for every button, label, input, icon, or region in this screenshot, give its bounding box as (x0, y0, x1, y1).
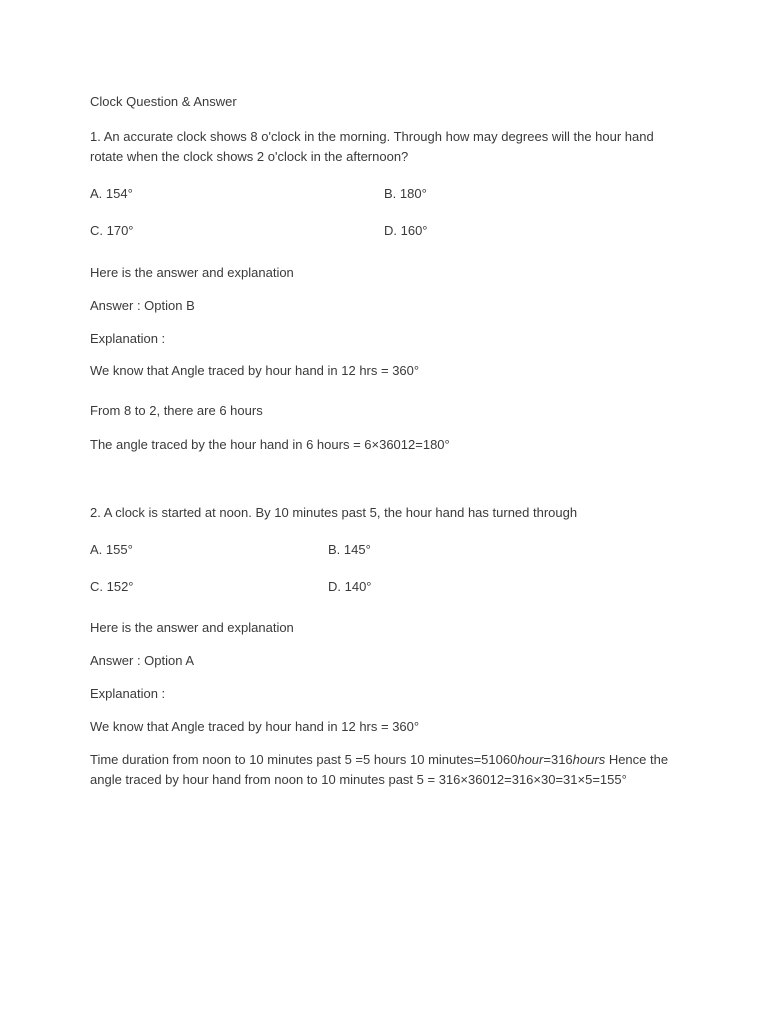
q1-explanation-label: Explanation : (90, 331, 166, 346)
q1-question-line2: rotate when the clock shows 2 o'clock in the afternoon? (90, 149, 409, 164)
q2-exp2-italic-hours: hours (572, 752, 606, 767)
q1-explanation-line3: The angle traced by the hour hand in 6 hours = 6×36012=180° (90, 437, 450, 452)
q2-explanation-line2 (90, 750, 668, 770)
q1-explanation-line2: From 8 to 2, there are 6 hours (90, 403, 263, 418)
q1-explanation-line1: We know that Angle traced by hour hand in 12 hrs = 360° (90, 363, 420, 378)
q2-exp2-text3: Hence the (605, 752, 669, 767)
document-title: Clock Question & Answer (90, 94, 237, 109)
q2-explanation-label: Explanation : (90, 686, 166, 701)
q1-option-a: A. 154° (90, 186, 133, 201)
q2-option-a: A. 155° (90, 542, 133, 557)
q2-option-d: D. 140° (328, 579, 372, 594)
q1-answer: Answer : Option B (90, 298, 195, 313)
q2-answer: Answer : Option A (90, 653, 195, 668)
q1-option-d: D. 160° (384, 223, 428, 238)
q1-intro: Here is the answer and explanation (90, 265, 294, 280)
q1-option-c: C. 170° (90, 223, 134, 238)
q2-option-b: B. 145° (328, 542, 371, 557)
q2-exp2-text2: =316 (543, 752, 573, 767)
q2-exp2-text1: Time duration from noon to 10 minutes past 5 =5 hours 10 minutes=51060 (90, 752, 518, 767)
q2-exp2-italic-hour: hour (517, 752, 544, 767)
q2-explanation-line1: We know that Angle traced by hour hand in 12 hrs = 360° (90, 719, 420, 734)
q1-question-line1: 1. An accurate clock shows 8 o'clock in the morning. Through how may degrees will the hour hand (90, 129, 654, 144)
q2-question: 2. A clock is started at noon. By 10 minutes past 5, the hour hand has turned through (90, 505, 578, 520)
q1-option-b: B. 180° (384, 186, 427, 201)
q2-option-c: C. 152° (90, 579, 134, 594)
q2-explanation-line3: angle traced by hour hand from noon to 10 minutes past 5 = 316×36012=316×30=31×5=155° (90, 772, 627, 787)
q2-intro: Here is the answer and explanation (90, 620, 294, 635)
